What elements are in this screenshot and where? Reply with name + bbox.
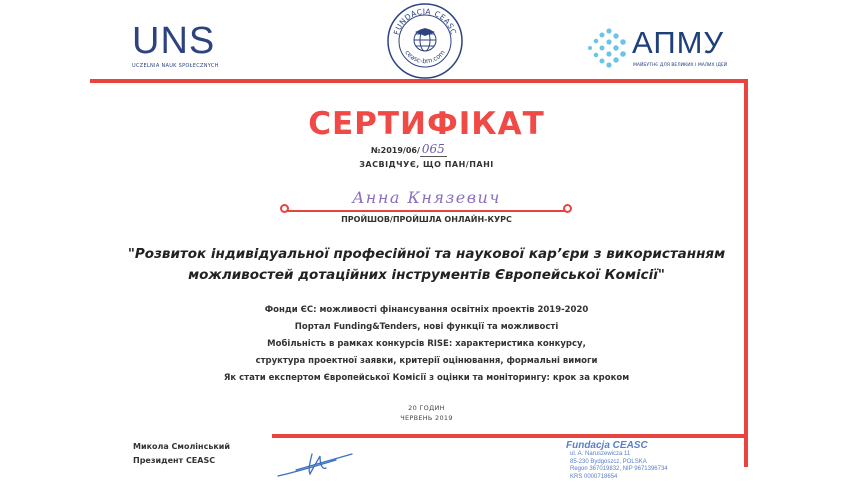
hours-text: 20 ГОДИН bbox=[0, 403, 853, 413]
signer-block bbox=[133, 440, 230, 468]
handwritten-signature bbox=[276, 446, 356, 480]
apmu-logo bbox=[584, 24, 734, 74]
signer-name: Микола Смолінський bbox=[133, 440, 230, 454]
foundation-stamp bbox=[548, 440, 678, 480]
certificate-number bbox=[371, 142, 447, 156]
topic-line: Фонди ЄС: можливості фінансування освітніх проектів 2019-2020 bbox=[0, 302, 853, 319]
topic-line: Мобільність в рамках конкурсів RISE: характеристика конкурсу, bbox=[0, 336, 853, 353]
ceasc-seal-top-text: FUNDACJA CEASC bbox=[392, 7, 458, 36]
topic-line: структура проектної заявки, критерії оцінювання, формальні вимоги bbox=[0, 353, 853, 370]
stamp-line: Regon 367019832, NIP 9671396734 bbox=[570, 466, 678, 474]
course-title-line-2: можливостей дотаційних інструментів Європейської Комісії" bbox=[0, 265, 853, 286]
certifies-text: ЗАСВІДЧУЄ, ЩО ПАН/ПАНІ bbox=[0, 160, 853, 169]
date-text: ЧЕРВЕНЬ 2019 bbox=[0, 413, 853, 423]
certificate-title: СЕРТИФІКАТ bbox=[0, 106, 853, 142]
uns-logo-subtitle: UCZELNIA NAUK SPOŁECZNYCH bbox=[132, 63, 222, 69]
course-title bbox=[0, 244, 853, 286]
certificate-number-handwritten: 065 bbox=[420, 142, 447, 157]
stamp-line: KRS 0000718654 bbox=[570, 474, 678, 481]
completed-course-text: ПРОЙШОВ/ПРОЙШЛА ОНЛАЙН-КУРС bbox=[0, 215, 853, 224]
uns-logo bbox=[132, 22, 222, 74]
course-duration bbox=[0, 403, 853, 423]
stamp-line: 85-230 Bydgoszcz, POLSKA bbox=[570, 459, 678, 467]
stamp-line: ul. A. Naruszewicza 11 bbox=[570, 451, 678, 459]
apmu-dots-icon bbox=[584, 26, 628, 70]
recipient-name: Анна Князевич bbox=[0, 188, 853, 207]
topic-line: Портал Funding&Tenders, нові функції та можливості bbox=[0, 319, 853, 336]
course-topics bbox=[0, 302, 853, 387]
frame-bottom-line bbox=[272, 434, 747, 438]
ceasc-seal-logo bbox=[386, 2, 464, 80]
certificate-number-prefix: №2019/06/ bbox=[371, 146, 420, 155]
apmu-logo-mark: АПМУ bbox=[632, 26, 724, 60]
stamp-title: Fundacja CEASC bbox=[566, 440, 678, 451]
course-title-line-1: "Розвиток індивідуальної професійної та наукової кар’єри з використанням bbox=[0, 244, 853, 265]
signer-position: Президент CEASC bbox=[133, 454, 230, 468]
apmu-logo-subtitle: МАЙБУТНЄ ДЛЯ ВЕЛИКИХ І МАЛИХ ІДЕЙ bbox=[633, 63, 727, 68]
uns-logo-mark: UNS bbox=[132, 22, 222, 60]
name-underline bbox=[285, 210, 568, 212]
ceasc-seal-bottom-text: ceasc-bm.com bbox=[403, 48, 446, 65]
topic-line: Як стати експертом Європейської Комісії з оцінки та моніторингу: крок за кроком bbox=[0, 370, 853, 387]
